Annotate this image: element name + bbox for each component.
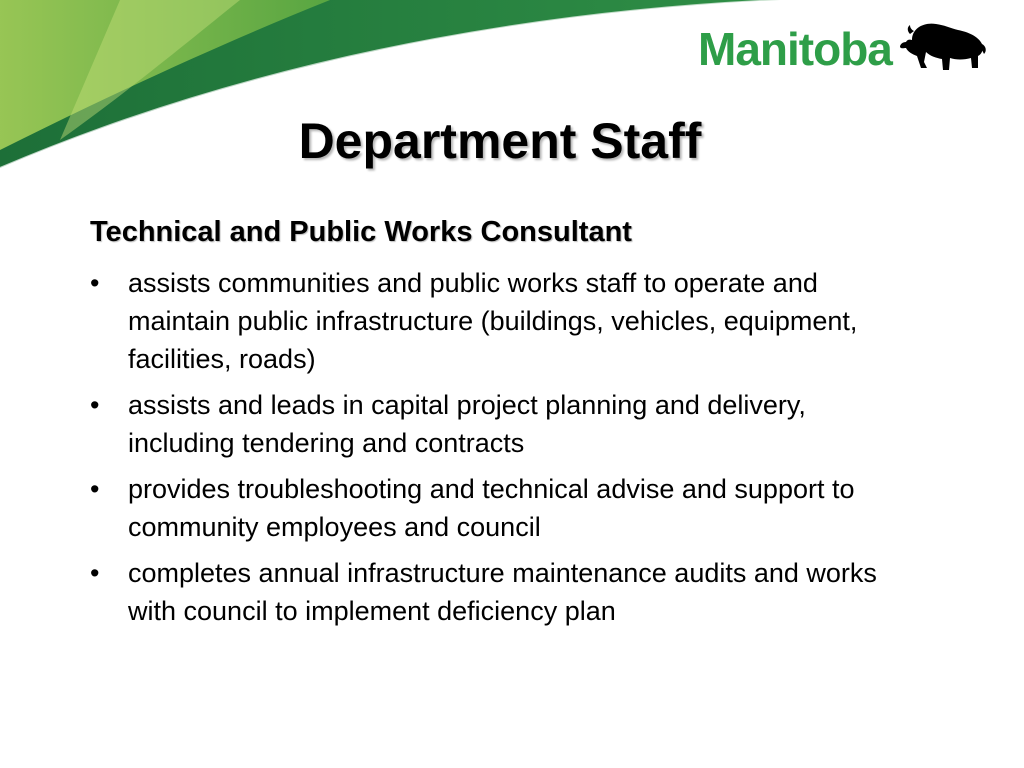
bullet-text: assists and leads in capital project planning and delivery, including tendering and contracts: [128, 390, 806, 458]
bullet-item: [90, 554, 890, 630]
manitoba-logo: [698, 18, 990, 82]
bullet-text: assists communities and public works staff to operate and maintain public infrastructure (buildings, vehicles, equipment, facilities, roads): [128, 268, 858, 374]
section-subtitle: Technical and Public Works Consultant: [90, 216, 632, 248]
bullet-text: provides troubleshooting and technical advise and support to community employees and council: [128, 474, 855, 542]
slide-title: Department Staff: [298, 113, 702, 169]
logo-wordmark: Manitoba: [698, 23, 892, 75]
bullet-icon: •: [90, 390, 100, 420]
bullet-item: [90, 264, 890, 378]
bison-icon: [898, 18, 988, 78]
bullet-list: [90, 264, 890, 638]
bullet-icon: •: [90, 558, 100, 588]
bullet-icon: •: [90, 474, 100, 504]
bullet-item: [90, 470, 890, 546]
bullet-text: completes annual infrastructure maintenance audits and works with council to implement deficiency plan: [128, 558, 877, 626]
bullet-item: [90, 386, 890, 462]
bullet-icon: •: [90, 268, 100, 298]
